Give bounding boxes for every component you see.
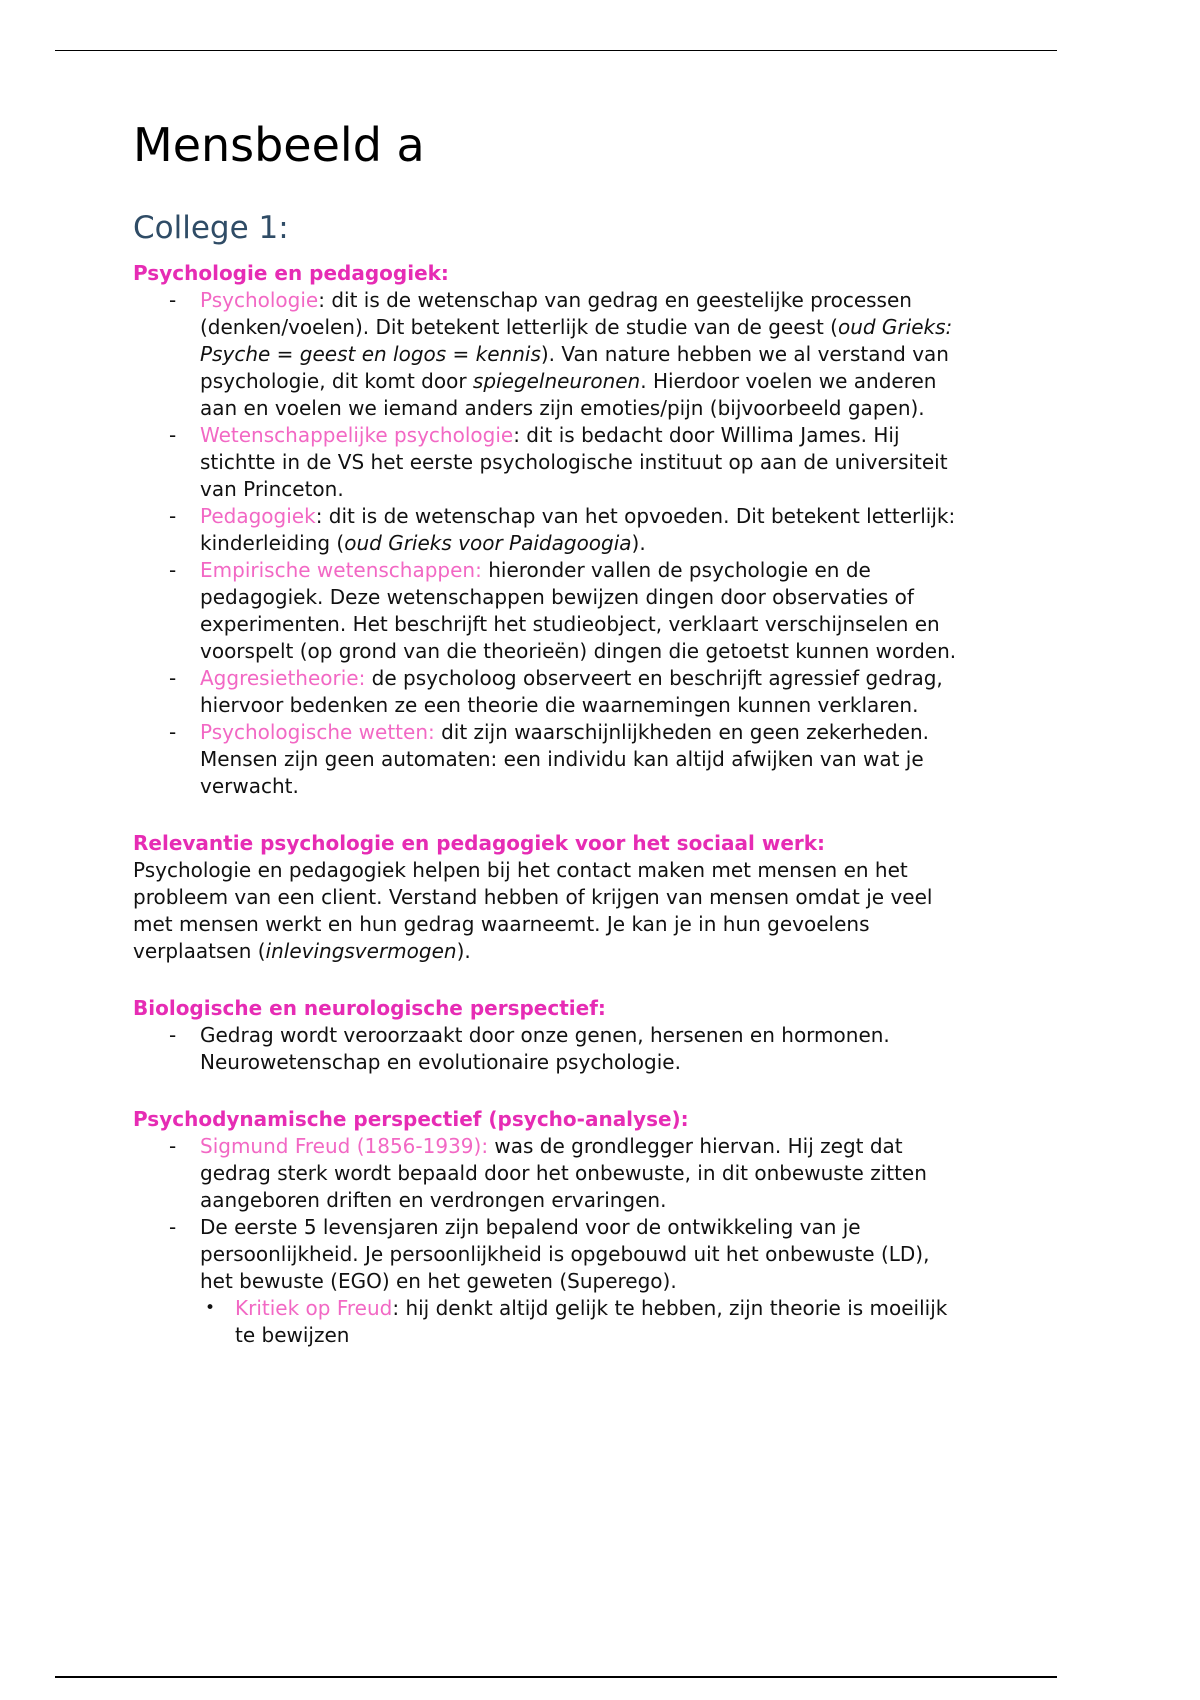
bullet-marker: • [205, 1298, 216, 1319]
page-bottom-rule [55, 1676, 1057, 1678]
list-item-text [200, 422, 968, 503]
dash-marker: - [169, 558, 177, 583]
dash-marker: - [169, 423, 177, 448]
list-item-text [200, 665, 968, 719]
text-run: de psycholoog observeert en beschrijft agressief gedrag, hiervoor bedenken ze een theorie die waarnemingen kunnen verklaren. [200, 666, 943, 718]
dash-marker: - [169, 288, 177, 313]
page-top-rule [55, 50, 1057, 51]
list-item [133, 1022, 968, 1076]
list-item [133, 1214, 968, 1295]
list-item-text [200, 1133, 968, 1214]
text-run: : hij denkt altijd gelijk te hebben, zijn theorie is moeilijk te bewijzen [235, 1296, 948, 1348]
italic-text-run: spiegelneuronen [472, 369, 641, 394]
text-run: dit zijn waarschijnlijkheden en geen zekerheden. Mensen zijn geen automaten: een individu kan altijd afwijken van wat je verwacht. [200, 720, 929, 799]
document-title: Mensbeeld a [133, 118, 425, 172]
italic-text-run: inlevingsvermogen [265, 939, 457, 964]
document-section [133, 830, 968, 965]
section-heading: Psychologie en pedagogiek: [133, 261, 449, 286]
highlighted-term: Psychologische wetten: [200, 720, 435, 745]
dash-marker: - [169, 1215, 177, 1240]
sub-list-item [133, 1295, 968, 1349]
italic-text-run: oud Grieks voor Paidagoogia [344, 531, 632, 556]
document-body [133, 260, 968, 1349]
highlighted-term: Empirische wetenschappen: [200, 558, 482, 583]
section-heading: Relevantie psychologie en pedagogiek voor het sociaal werk: [133, 831, 826, 856]
paragraph [133, 857, 968, 965]
highlighted-term: Pedagogiek [200, 504, 316, 529]
highlighted-term: Aggresietheorie: [200, 666, 366, 691]
text-run: Psychologie en pedagogiek helpen bij het contact maken met mensen en het probleem van een client. Verstand hebben of krijgen van mensen omdat je veel met mensen werkt en hun gedrag waarneemt. Je kan je in hun gevoelens verplaatsen ( [133, 858, 933, 964]
dash-marker: - [169, 666, 177, 691]
italic-text-run: oud Grieks: Psyche = geest en logos = kennis [200, 315, 953, 367]
dash-marker: - [169, 1023, 177, 1048]
highlighted-term: Psychologie [200, 288, 319, 313]
list-item [133, 503, 968, 557]
section-heading: Biologische en neurologische perspectief: [133, 996, 606, 1021]
list-item-text [200, 503, 968, 557]
text-run: : dit is de wetenschap van gedrag en geestelijke processen (denken/voelen). Dit betekent letterlijk de studie van de geest ( [200, 288, 912, 340]
list-item [133, 287, 968, 422]
highlighted-term: Kritiek op Freud [235, 1296, 393, 1321]
document-section [133, 260, 968, 800]
dash-marker: - [169, 720, 177, 745]
list-item [133, 719, 968, 800]
text-run: Gedrag wordt veroorzaakt door onze genen, hersenen en hormonen. Neurowetenschap en evolutionaire psychologie. [200, 1023, 890, 1075]
document-content [133, 120, 968, 1349]
section-heading: Psychodynamische perspectief (psycho-analyse): [133, 1107, 689, 1132]
list-item [133, 557, 968, 665]
text-run: was de grondlegger hiervan. Hij zegt dat gedrag sterk wordt bepaald door het onbewuste, in dit onbewuste zitten aangeboren driften en verdrongen ervaringen. [200, 1134, 927, 1213]
list-item-text [200, 557, 968, 665]
highlighted-term: Sigmund Freud (1856-1939): [200, 1134, 489, 1159]
text-run: De eerste 5 levensjaren zijn bepalend voor de ontwikkeling van je persoonlijkheid. Je persoonlijkheid is opgebouwd uit het onbewuste (LD), het bewuste (EGO) en het geweten (Superego). [200, 1215, 930, 1294]
list-item-text [235, 1295, 968, 1349]
list-item-text [200, 287, 968, 422]
highlighted-term: Wetenschappelijke psychologie [200, 423, 514, 448]
text-run: : dit is bedacht door Willima James. Hij stichtte in de VS het eerste psychologische instituut op aan de universiteit van Princeton. [200, 423, 948, 502]
dash-marker: - [169, 1134, 177, 1159]
text-run: ). [631, 531, 646, 556]
document-subtitle: College 1: [133, 209, 289, 246]
document-section [133, 1106, 968, 1349]
text-run: : dit is de wetenschap van het opvoeden. Dit betekent letterlijk: kinderleiding ( [200, 504, 956, 556]
list-item-text [200, 719, 968, 800]
list-item-text [200, 1214, 968, 1295]
list-item [133, 422, 968, 503]
list-item [133, 1133, 968, 1214]
document-section [133, 995, 968, 1076]
text-run: ). Van nature hebben we al verstand van psychologie, dit komt door [200, 342, 949, 394]
text-run: . Hierdoor voelen we anderen aan en voelen we iemand anders zijn emoties/pijn (bijvoorbeeld gapen). [200, 369, 937, 421]
list-item-text [200, 1022, 968, 1076]
dash-marker: - [169, 504, 177, 529]
text-run: hieronder vallen de psychologie en de pedagogiek. Deze wetenschappen bewijzen dingen door observaties of experimenten. Het beschrijft het studieobject, verklaart verschijnselen en voorspelt (op grond van die theorieën) dingen die getoetst kunnen worden. [200, 558, 957, 664]
list-item [133, 665, 968, 719]
text-run: ). [456, 939, 471, 964]
